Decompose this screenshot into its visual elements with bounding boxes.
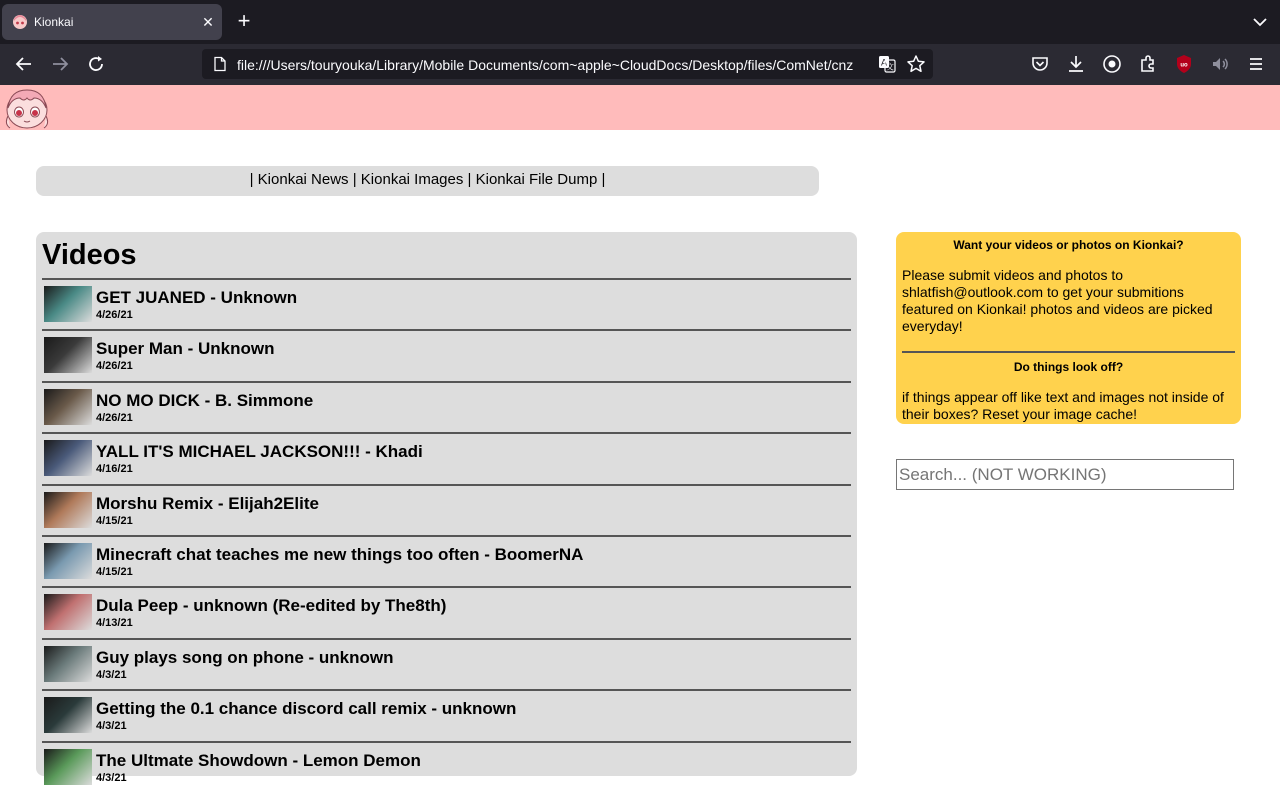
video-item[interactable] (42, 278, 851, 329)
video-item[interactable] (42, 329, 851, 380)
video-title[interactable]: YALL IT'S MICHAEL JACKSON!!! - Khadi (96, 442, 423, 462)
forward-icon[interactable] (48, 52, 72, 76)
page-icon (212, 56, 228, 72)
video-item[interactable] (42, 381, 851, 432)
video-title[interactable]: Guy plays song on phone - unknown (96, 647, 394, 667)
video-thumbnail[interactable] (44, 749, 92, 785)
nav-separator: | (467, 171, 472, 188)
video-title[interactable]: Dula Peep - unknown (Re-edited by The8th) (96, 596, 447, 616)
menu-icon[interactable] (1244, 52, 1268, 76)
tab-list-chevron-down-icon[interactable] (1248, 10, 1272, 34)
speaker-icon[interactable] (1208, 52, 1232, 76)
bookmark-star-icon[interactable] (906, 54, 926, 74)
video-date: 4/26/21 (96, 309, 133, 321)
video-thumbnail[interactable] (44, 697, 92, 733)
video-title[interactable]: Super Man - Unknown (96, 339, 275, 359)
nav-separator: | (249, 171, 254, 188)
nav-separator: | (601, 171, 606, 188)
video-thumbnail[interactable] (44, 543, 92, 579)
video-title[interactable]: NO MO DICK - B. Simmone (96, 390, 314, 410)
video-title[interactable]: The Ultmate Showdown - Lemon Demon (96, 750, 421, 770)
download-icon[interactable] (1064, 52, 1088, 76)
video-date: 4/26/21 (96, 411, 133, 424)
translate-icon[interactable] (878, 55, 896, 73)
video-date: 4/13/21 (96, 617, 133, 630)
kionkai-favicon-icon (12, 14, 28, 30)
video-item[interactable] (42, 689, 851, 740)
url-text[interactable]: file:///Users/touryouka/Library/Mobile Documents/com~apple~CloudDocs/Desktop/files/ComNet/cnz (237, 57, 854, 73)
account-icon[interactable] (1100, 52, 1124, 76)
tab-close-icon[interactable]: ✕ (202, 14, 214, 30)
svg-text:uo: uo (1180, 62, 1188, 69)
info-divider (902, 351, 1235, 353)
url-bar[interactable] (202, 49, 933, 79)
video-title[interactable]: Getting the 0.1 chance discord call remix - unknown (96, 699, 517, 719)
video-item[interactable] (42, 535, 851, 586)
reload-icon[interactable] (84, 52, 108, 76)
video-item[interactable] (42, 484, 851, 535)
video-date: 4/15/21 (96, 514, 133, 527)
site-header (0, 85, 1280, 130)
video-thumbnail[interactable] (44, 286, 92, 322)
videos-heading: Videos (42, 239, 137, 271)
cache-text: if things appear off like text and images not inside of their boxes? Reset your image cache! (902, 389, 1224, 422)
video-item[interactable] (42, 586, 851, 637)
search-input[interactable] (896, 459, 1234, 490)
video-list (42, 278, 851, 792)
extensions-icon[interactable] (1136, 52, 1160, 76)
kionkai-logo-icon[interactable] (4, 86, 50, 130)
browser-nav-bar (0, 44, 1280, 85)
back-icon[interactable] (12, 52, 36, 76)
video-thumbnail[interactable] (44, 337, 92, 373)
videos-panel (36, 232, 857, 784)
nav-link-kionkai-file-dump[interactable]: Kionkai File Dump (475, 171, 598, 188)
tab-title: Kionkai (34, 15, 74, 29)
top-nav-bar (36, 166, 819, 196)
svg-text:A: A (880, 57, 888, 68)
browser-tab-bar (0, 0, 1280, 44)
video-date: 4/3/21 (96, 720, 127, 733)
nav-separator: | (352, 171, 357, 188)
video-thumbnail[interactable] (44, 440, 92, 476)
nav-link-kionkai-news[interactable]: Kionkai News (257, 171, 349, 188)
video-item[interactable] (42, 432, 851, 483)
video-date: 4/16/21 (96, 463, 133, 476)
cache-heading: Do things look off? (1013, 360, 1124, 374)
video-date: 4/26/21 (96, 360, 133, 373)
video-item[interactable] (42, 741, 851, 792)
video-thumbnail[interactable] (44, 646, 92, 682)
browser-tab[interactable] (2, 4, 222, 40)
video-date: 4/15/21 (96, 565, 133, 578)
submission-text: Please submit videos and photos to shlatfish@outlook.com to get your submitions featured on Kionkai! photos and videos are picked everyday! (902, 267, 1213, 334)
video-thumbnail[interactable] (44, 389, 92, 425)
video-title[interactable]: Minecraft chat teaches me new things too often - BoomerNA (96, 544, 584, 564)
video-title[interactable]: GET JUANED - Unknown (96, 288, 298, 307)
nav-link-kionkai-images[interactable]: Kionkai Images (360, 171, 464, 188)
video-title[interactable]: Morshu Remix - Elijah2Elite (96, 493, 319, 513)
ublock-icon[interactable] (1172, 52, 1196, 76)
new-tab-button[interactable]: + (237, 8, 251, 33)
submission-heading: Want your videos or photos on Kionkai? (953, 238, 1184, 252)
video-thumbnail[interactable] (44, 492, 92, 528)
svg-text:文: 文 (886, 62, 894, 72)
video-date: 4/3/21 (96, 771, 127, 784)
pocket-icon[interactable] (1028, 52, 1052, 76)
video-date: 4/3/21 (96, 668, 127, 681)
info-box (896, 232, 1241, 424)
video-thumbnail[interactable] (44, 594, 92, 630)
video-item[interactable] (42, 638, 851, 689)
